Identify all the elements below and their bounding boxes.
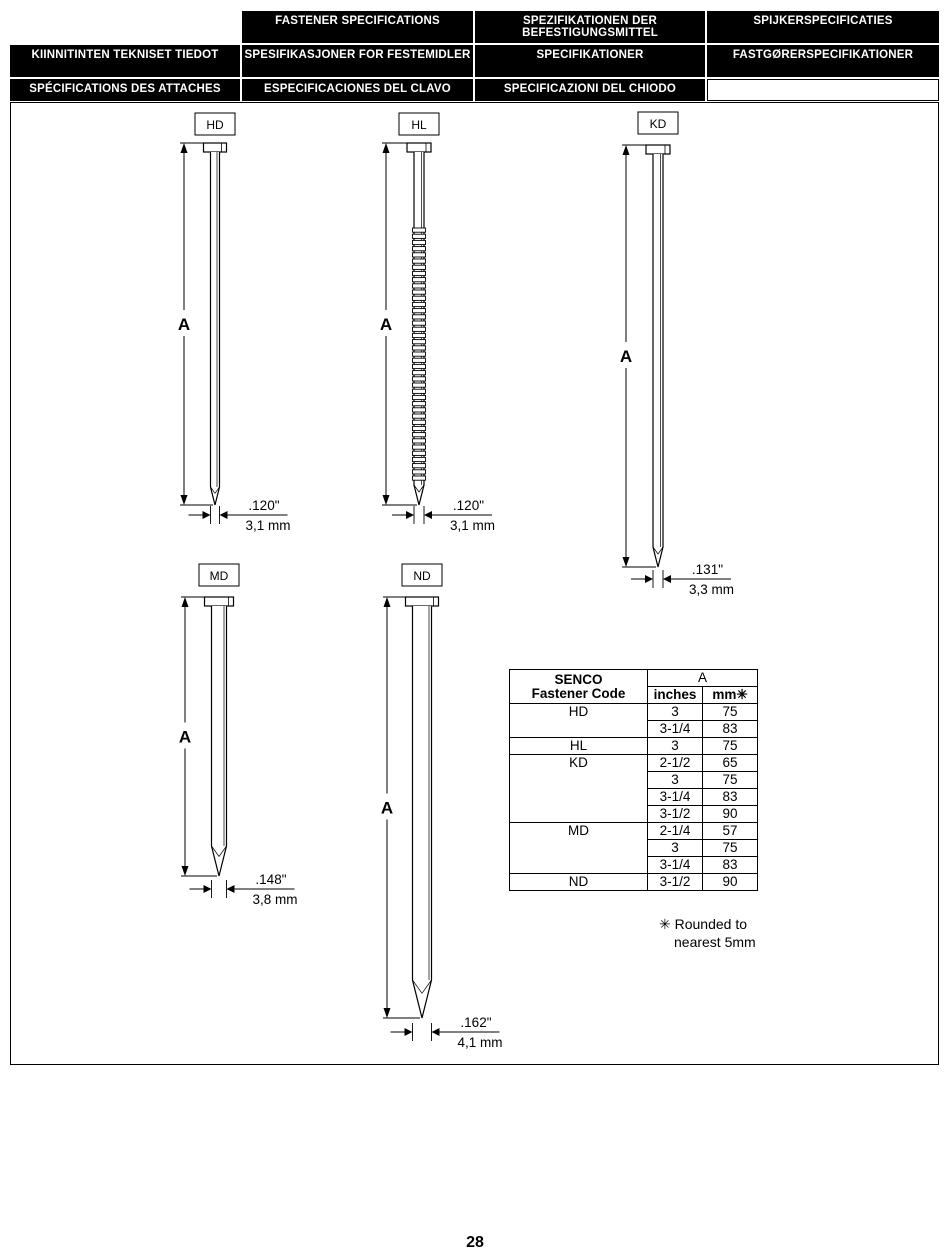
table-cell-mm: 83 [703, 721, 758, 738]
table-cell-code: MD [510, 823, 648, 874]
nail-code-label: KD [649, 117, 667, 131]
header-cell-spanish: ESPECIFICACIONES DEL CLAVO [242, 79, 473, 101]
table-cell-mm: 90 [703, 806, 758, 823]
nail-code-label: HL [411, 118, 427, 132]
footnote [659, 915, 756, 951]
nail-nd [379, 564, 503, 1050]
header-cell-swedish: SPECIFIKATIONER [475, 45, 705, 77]
nail-code-label: MD [209, 569, 229, 583]
diameter-inches: .131" [691, 562, 723, 577]
table-cell-code: HD [510, 704, 648, 738]
header-cell-danish: FASTGØRERSPECIFIKATIONER [707, 45, 939, 77]
header-cell-finnish: KIINNITINTEN TEKNISET TIEDOT [10, 45, 240, 77]
table-cell-mm: 75 [703, 738, 758, 755]
table-cell-inches: 3-1/2 [648, 874, 703, 891]
header-cell-dutch: SPIJKERSPECIFICATIES [707, 11, 939, 43]
nail-md [177, 564, 298, 907]
table-cell-inches: 3 [648, 738, 703, 755]
table-cell-code: HL [510, 738, 648, 755]
nail-code-label: HD [206, 118, 224, 132]
diameter-inches: .120" [452, 498, 484, 513]
diameter-inches: .148" [255, 872, 287, 887]
table-cell-code: KD [510, 755, 648, 823]
table-cell-inches: 2-1/2 [648, 755, 703, 772]
table-cell-mm: 75 [703, 840, 758, 857]
diameter-mm: 3,8 mm [252, 892, 298, 907]
length-label-a: A [177, 315, 191, 334]
diameter-inches: .120" [248, 498, 280, 513]
nail-hd [176, 113, 291, 533]
length-label-a: A [380, 798, 394, 818]
table-cell-mm: 65 [703, 755, 758, 772]
table-row [510, 755, 758, 772]
length-label-a: A [379, 315, 393, 334]
footnote-line1: Rounded to [674, 916, 748, 932]
table-cell-inches: 3-1/2 [648, 806, 703, 823]
table-header-senco: SENCO [554, 671, 603, 687]
table-cell-inches: 2-1/4 [648, 823, 703, 840]
table-header-code [510, 670, 648, 704]
table-cell-inches: 3-1/4 [648, 789, 703, 806]
table-cell-inches: 3-1/4 [648, 721, 703, 738]
table-cell-inches: 3-1/4 [648, 857, 703, 874]
fastener-spec-table [509, 669, 758, 891]
table-row [510, 738, 758, 755]
table-cell-inches: 3 [648, 772, 703, 789]
table-cell-mm: 75 [703, 772, 758, 789]
diameter-mm: 3,1 mm [450, 518, 496, 533]
header-cell-german: SPEZIFIKATIONEN DER BEFESTIGUNGSMITTEL [475, 11, 705, 43]
nail-kd [618, 112, 734, 597]
header-cell-norwegian: SPESIFIKASJONER FOR FESTEMIDLER [242, 45, 473, 77]
diameter-mm: 3,1 mm [245, 518, 291, 533]
table-cell-inches: 3 [648, 840, 703, 857]
table-cell-mm: 83 [703, 789, 758, 806]
diameter-mm: 3,3 mm [689, 582, 735, 597]
table-row [510, 704, 758, 721]
table-row [510, 823, 758, 840]
table-row [510, 874, 758, 891]
header-cell-french: SPÉCIFICATIONS DES ATTACHES [10, 79, 240, 101]
table-header-inches: inches [648, 687, 703, 704]
table-header-fastener-code: Fastener Code [531, 685, 626, 701]
length-label-a: A [178, 727, 192, 747]
table-cell-mm: 75 [703, 704, 758, 721]
diameter-mm: 4,1 mm [457, 1035, 503, 1050]
diameter-inches: .162" [460, 1015, 492, 1030]
header-cell-italian: SPECIFICAZIONI DEL CHIODO [475, 79, 705, 101]
asterisk-icon: ✳ [659, 916, 671, 932]
footnote-line2: nearest 5mm [674, 934, 756, 950]
table-cell-code: ND [510, 874, 648, 891]
table-header-mm [703, 687, 758, 704]
nail-hl [378, 113, 495, 533]
nail-code-label: ND [413, 569, 431, 583]
table-cell-inches: 3 [648, 704, 703, 721]
table-header-group-a: A [648, 670, 758, 687]
table-cell-mm: 57 [703, 823, 758, 840]
length-label-a: A [619, 347, 633, 366]
asterisk-icon: ✳ [736, 687, 748, 702]
table-header-mm-label: mm [712, 687, 737, 702]
table-cell-mm: 90 [703, 874, 758, 891]
table-cell-mm: 83 [703, 857, 758, 874]
page-number: 28 [466, 1234, 484, 1251]
header-cell-fastener-specifications: FASTENER SPECIFICATIONS [242, 11, 473, 43]
